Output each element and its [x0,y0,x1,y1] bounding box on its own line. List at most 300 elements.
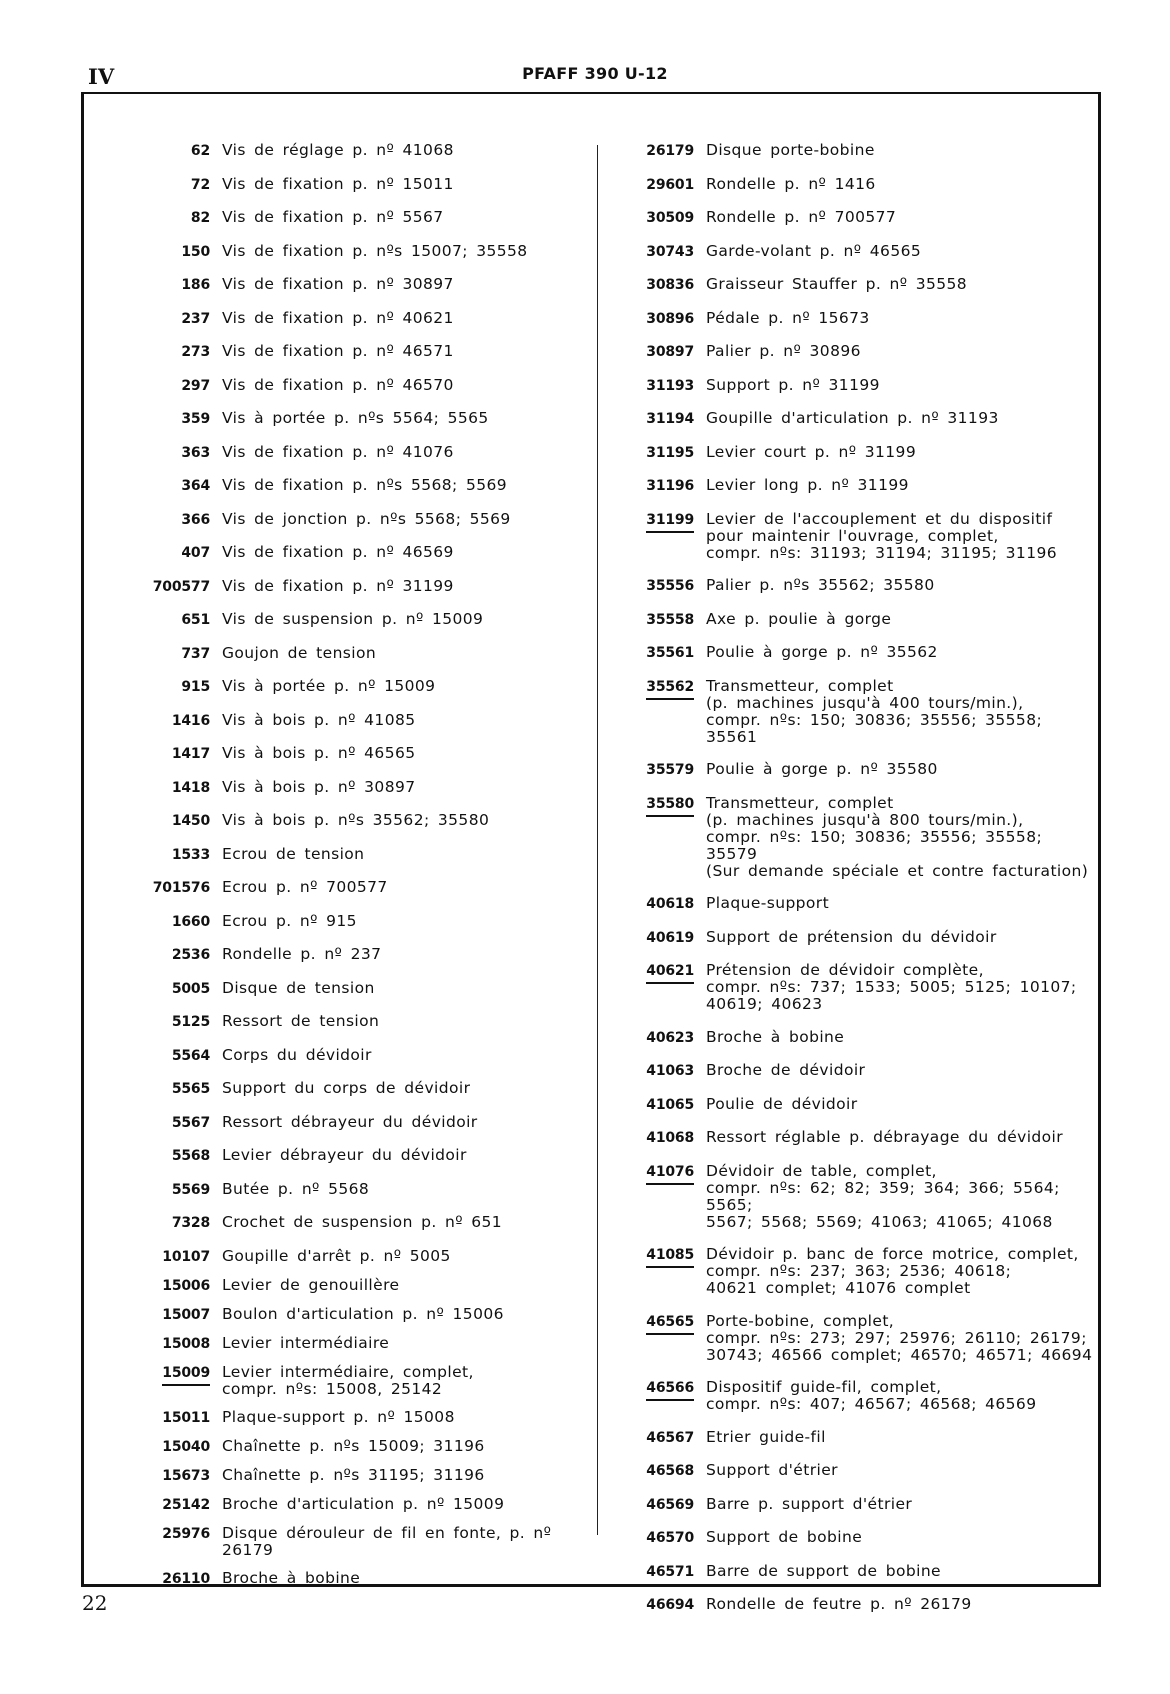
part-description: Plaque-support p. nº 15008 [222,1407,455,1426]
part-number [130,1114,210,1132]
part-number-text: 46568 [646,1463,694,1479]
part-description: Levier intermédiaire [222,1333,390,1352]
part-description: Palier p. nº 30896 [706,342,861,360]
part-number-text: 915 [181,679,210,695]
part-number-text: 7328 [171,1215,210,1231]
parts-entry [624,1246,1094,1297]
parts-entry [130,1496,585,1514]
part-number-text: 46567 [646,1429,694,1446]
part-number [130,544,210,562]
part-number-text: 35561 [646,645,694,661]
part-number-text: 25976 [162,1525,210,1542]
parts-entry [624,577,1094,595]
part-number-text: 1418 [171,779,210,796]
parts-entry [130,1147,585,1165]
part-description: Barre p. support d'étrier [706,1494,913,1513]
part-number-text: 41065 [646,1096,694,1113]
part-number-text: 10107 [162,1248,210,1265]
page-number: 22 [82,1591,108,1615]
part-number [130,645,210,663]
parts-entry [130,1181,585,1199]
parts-entry [624,1596,1094,1614]
part-description: Poulie de dévidoir [706,1094,858,1113]
part-number-text: 5564 [171,1047,210,1064]
part-number [130,745,210,763]
part-number [624,761,694,779]
page-title: PFAFF 390 U-12 [522,64,668,83]
parts-entry [624,1379,1094,1413]
part-number-text: 15006 [162,1277,210,1294]
parts-entry [624,1529,1094,1547]
part-number-text: 5565 [171,1081,210,1097]
parts-entry [624,1029,1094,1047]
part-description: Ressort réglable p. débrayage du dévidoir [706,1128,1064,1146]
part-number-text: 72 [190,176,210,193]
parts-entry [624,410,1094,428]
part-description: Barre de support de bobine [706,1561,941,1580]
parts-entry [130,142,585,160]
part-number-text: 29601 [646,176,694,193]
part-description: Prétension de dévidoir complète, compr. nºs: 737; 1533; 5005; 5125; 10107; 40619; 40623 [706,961,1077,1013]
part-number [624,142,694,160]
part-number-text: 30896 [646,310,694,327]
part-description: Levier débrayeur du dévidoir [222,1146,467,1164]
part-description: Disque dérouleur de fil en fonte, p. nº 26179 [222,1523,552,1559]
parts-entry [130,1364,585,1398]
part-number [130,1013,210,1031]
part-description: Transmetteur, complet (p. machines jusqu'à 400 tours/min.), compr. nºs: 150; 30836; 35556; 35558; 35561 [706,676,1043,746]
part-number [624,962,694,984]
part-number-text: 1450 [171,813,210,829]
part-number-text: 40623 [646,1029,694,1046]
part-number-text: 237 [181,310,210,327]
parts-entry [130,846,585,864]
part-number-text: 366 [181,511,210,528]
part-description: Vis à bois p. nº 46565 [222,744,416,762]
part-number [130,611,210,629]
part-description: Boulon d'articulation p. nº 15006 [222,1304,504,1323]
parts-entry [624,276,1094,294]
part-description: Vis à bois p. nºs 35562; 35580 [222,811,490,829]
part-number [624,1462,694,1480]
part-description: Vis de fixation p. nº 46569 [222,543,454,561]
parts-entry [624,1129,1094,1147]
parts-entry [624,962,1094,1013]
parts-entry [130,1438,585,1456]
part-number-text: 651 [181,612,210,628]
part-number [130,1438,210,1456]
parts-entry [624,176,1094,194]
parts-entry [624,343,1094,361]
parts-entry [130,544,585,562]
part-number [130,1496,210,1514]
part-number [130,1306,210,1324]
part-number-text: 15007 [162,1306,210,1323]
parts-entry [130,645,585,663]
part-number-text: 41076 [646,1164,694,1185]
part-number-text: 35580 [646,796,694,817]
part-number [624,611,694,629]
part-description: Poulie à gorge p. nº 35580 [706,760,938,778]
part-description: Poulie à gorge p. nº 35562 [706,643,938,661]
parts-entry [130,745,585,763]
part-number-text: 62 [190,143,210,159]
part-number [130,1047,210,1065]
part-number [130,243,210,261]
part-number-text: 35579 [646,762,694,778]
part-description: Disque de tension [222,978,375,997]
column-divider [597,145,598,1535]
part-description: Butée p. nº 5568 [222,1179,370,1198]
part-number-text: 40618 [646,896,694,912]
part-description: Support d'étrier [706,1461,838,1479]
part-number [130,310,210,328]
part-description: Vis de fixation p. nº 40621 [222,308,454,327]
part-number-text: 41063 [646,1063,694,1079]
part-number [624,1429,694,1447]
part-number-text: 26110 [162,1570,210,1587]
part-number-text: 5005 [171,980,210,997]
parts-entry [130,1525,585,1559]
part-number [624,1563,694,1581]
part-number-text: 46566 [646,1380,694,1401]
parts-entry [130,511,585,529]
part-description: Rondelle p. nº 1416 [706,174,876,193]
parts-entry [130,1570,585,1588]
part-number-text: 82 [190,210,210,226]
part-description: Vis à portée p. nº 15009 [222,677,436,695]
part-number-text: 1416 [171,712,210,729]
parts-entry [130,1013,585,1031]
part-description: Dévidoir de table, complet, compr. nºs: 62; 82; 359; 364; 366; 5564; 5565; 5567; 5568; 5569; 41063; 41065; 41068 [706,1161,1060,1231]
parts-entry [624,511,1094,562]
part-number [624,243,694,261]
part-number [130,712,210,730]
part-number [130,276,210,294]
part-number [130,1570,210,1588]
part-description: Broche de dévidoir [706,1061,866,1079]
part-number-text: 35558 [646,611,694,628]
part-number-text: 364 [181,478,210,494]
part-description: Etrier guide-fil [706,1427,826,1446]
part-number [624,895,694,913]
parts-entry [130,343,585,361]
part-number-text: 359 [181,411,210,427]
part-number [130,1080,210,1098]
parts-entry [130,712,585,730]
part-number-text: 700577 [152,578,210,595]
parts-entry [130,377,585,395]
part-number [624,1496,694,1514]
part-description: Ressort de tension [222,1012,380,1030]
part-number [130,1277,210,1295]
part-number [130,1335,210,1353]
parts-entry [624,895,1094,913]
parts-entry [130,1047,585,1065]
part-number [130,1181,210,1199]
part-number [130,410,210,428]
parts-entry [624,611,1094,629]
part-number-text: 35562 [646,679,694,700]
part-number-text: 46570 [646,1530,694,1546]
part-number-text: 40621 [646,963,694,984]
part-number [624,477,694,495]
part-number [130,209,210,227]
parts-list-right-column [624,142,1094,1630]
parts-entry [130,1467,585,1485]
part-number [130,1409,210,1427]
parts-entry [624,310,1094,328]
parts-entry [130,1335,585,1353]
parts-entry [624,1163,1094,1231]
parts-entry [624,644,1094,662]
parts-entry [130,1114,585,1132]
part-number-text: 701576 [152,880,210,896]
part-number-text: 15009 [162,1365,210,1386]
part-number [130,444,210,462]
parts-entry [130,779,585,797]
parts-entry [130,444,585,462]
part-description: Goujon de tension [222,643,377,662]
part-number-text: 5569 [171,1181,210,1198]
part-number-text: 15673 [162,1467,210,1484]
part-number [130,1467,210,1485]
parts-entry [130,1277,585,1295]
parts-entry [130,1248,585,1266]
part-description: Vis de réglage p. nº 41068 [222,141,454,159]
part-description: Levier de genouillère [222,1275,400,1294]
part-description: Vis à bois p. nº 41085 [222,710,416,729]
part-description: Ecrou p. nº 700577 [222,878,388,896]
parts-entry [624,1313,1094,1364]
parts-entry [624,444,1094,462]
parts-entry [130,578,585,596]
parts-entry [130,879,585,897]
part-number [130,1214,210,1232]
part-description: Vis de fixation p. nº 46571 [222,342,454,360]
parts-entry [130,209,585,227]
part-number-text: 46571 [646,1563,694,1580]
part-number [130,946,210,964]
part-description: Rondelle p. nº 237 [222,945,382,963]
parts-entry [624,142,1094,160]
part-description: Ecrou de tension [222,844,365,863]
parts-entry [130,243,585,261]
part-number [624,1529,694,1547]
part-description: Axe p. poulie à gorge [706,609,892,628]
part-description: Vis à portée p. nºs 5564; 5565 [222,409,489,427]
part-description: Levier intermédiaire, complet, compr. nºs: 15008, 25142 [222,1362,474,1398]
part-number [624,1163,694,1185]
part-number [624,176,694,194]
part-number [624,1062,694,1080]
part-number-text: 737 [181,645,210,662]
part-number [624,1596,694,1614]
part-number [624,1129,694,1147]
part-number [624,795,694,817]
part-number [130,1248,210,1266]
part-number [624,444,694,462]
parts-entry [130,410,585,428]
parts-entry [624,678,1094,746]
parts-entry [624,795,1094,880]
part-number [624,929,694,947]
part-number-text: 2536 [171,947,210,963]
part-description: Porte-bobine, complet, compr. nºs: 273; 297; 25976; 26110; 26179; 30743; 46566 complet; 46570; 46571; 46694 [706,1311,1093,1364]
section-roman-numeral: IV [88,64,115,89]
part-description: Broche à bobine [706,1027,845,1046]
part-number [130,142,210,160]
parts-entry [624,243,1094,261]
part-number-text: 1660 [171,913,210,930]
part-description: Vis de fixation p. nº 5567 [222,208,444,226]
part-number [624,1246,694,1268]
part-description: Vis de jonction p. nºs 5568; 5569 [222,509,511,528]
part-number-text: 35556 [646,578,694,594]
part-description: Goupille d'articulation p. nº 31193 [706,409,999,427]
part-number-text: 41068 [646,1130,694,1146]
part-number-text: 30509 [646,210,694,226]
part-number-text: 30897 [646,344,694,360]
parts-entry [624,1096,1094,1114]
part-number-text: 31196 [646,478,694,494]
part-description: Broche d'articulation p. nº 15009 [222,1494,505,1513]
part-description: Levier court p. nº 31199 [706,442,917,461]
parts-entry [130,1214,585,1232]
part-description: Support de prétension du dévidoir [706,927,997,946]
part-description: Corps du dévidoir [222,1045,372,1064]
part-description: Vis de fixation p. nº 15011 [222,174,454,193]
part-description: Transmetteur, complet (p. machines jusqu'à 800 tours/min.), compr. nºs: 150; 30836; 35556; 35558; 35579 (Sur demande spéciale et contre facturation) [706,793,1089,880]
part-number-text: 31195 [646,444,694,461]
part-number-text: 15040 [162,1438,210,1455]
part-number-text: 30743 [646,243,694,260]
part-number-text: 5568 [171,1148,210,1164]
part-number [624,644,694,662]
part-description: Vis de fixation p. nº 30897 [222,275,454,293]
parts-entry [624,209,1094,227]
parts-entry [130,812,585,830]
part-number-text: 41085 [646,1247,694,1268]
part-number [130,343,210,361]
part-number [130,846,210,864]
part-number-text: 31193 [646,377,694,394]
part-number [624,511,694,533]
part-number-text: 46565 [646,1314,694,1335]
part-number-text: 25142 [162,1496,210,1513]
part-number [624,377,694,395]
part-number [624,577,694,595]
part-number-text: 15008 [162,1335,210,1352]
part-number [624,276,694,294]
part-number [130,779,210,797]
part-description: Vis de fixation p. nº 31199 [222,576,454,595]
part-description: Goupille d'arrêt p. nº 5005 [222,1246,451,1265]
part-description: Support de bobine [706,1528,863,1546]
part-number-text: 30836 [646,277,694,293]
part-description: Crochet de suspension p. nº 651 [222,1213,503,1231]
part-number-text: 46569 [646,1496,694,1513]
part-description: Palier p. nºs 35562; 35580 [706,576,935,594]
part-number [624,343,694,361]
part-number [130,1364,210,1386]
part-number-text: 31199 [646,512,694,533]
parts-entry [624,1563,1094,1581]
parts-entry [130,946,585,964]
part-number [130,913,210,931]
parts-entry [624,1429,1094,1447]
part-number-text: 46694 [646,1597,694,1613]
part-number-text: 26179 [646,143,694,159]
part-description: Chaînette p. nºs 15009; 31196 [222,1436,485,1455]
part-description: Vis de fixation p. nº 41076 [222,442,454,461]
part-number [130,1525,210,1543]
parts-entry [130,310,585,328]
part-number-text: 5567 [171,1114,210,1131]
part-description: Garde-volant p. nº 46565 [706,241,922,260]
parts-list-left-column [130,142,585,1599]
part-description: Dévidoir p. banc de force motrice, complet, compr. nºs: 237; 363; 2536; 40618; 40621 complet; 41076 complet [706,1245,1079,1297]
part-description: Broche à bobine [222,1568,361,1587]
part-description: Dispositif guide-fil, complet, compr. nºs: 407; 46567; 46568; 46569 [706,1378,1037,1413]
part-description: Chaînette p. nºs 31195; 31196 [222,1465,485,1484]
parts-entry [130,477,585,495]
part-description: Graisseur Stauffer p. nº 35558 [706,275,968,293]
part-number-text: 273 [181,344,210,360]
parts-entry [624,1062,1094,1080]
part-description: Support du corps de dévidoir [222,1079,471,1097]
part-description: Vis de fixation p. nº 46570 [222,375,454,394]
parts-entry [130,913,585,931]
part-number [130,511,210,529]
part-number [624,310,694,328]
part-number-text: 5125 [171,1014,210,1030]
part-description: Pédale p. nº 15673 [706,308,870,327]
part-number [624,678,694,700]
parts-entry [624,1462,1094,1480]
parts-entry [624,761,1094,779]
parts-entry [624,477,1094,495]
parts-entry [130,980,585,998]
part-number [130,879,210,897]
part-number [130,1147,210,1165]
part-description: Rondelle de feutre p. nº 26179 [706,1595,972,1613]
part-number-text: 15011 [162,1409,210,1426]
part-number-text: 297 [181,377,210,394]
part-description: Levier de l'accouplement et du dispositif pour maintenir l'ouvrage, complet, compr. nºs: 31193; 31194; 31195; 31196 [706,509,1057,562]
part-number-text: 407 [181,545,210,561]
part-number [130,812,210,830]
part-number [130,377,210,395]
part-number [624,1029,694,1047]
parts-entry [130,611,585,629]
parts-entry [130,1080,585,1098]
parts-entry [624,1496,1094,1514]
part-description: Ressort débrayeur du dévidoir [222,1112,478,1131]
part-number [130,678,210,696]
part-number [624,1313,694,1335]
part-description: Ecrou p. nº 915 [222,911,357,930]
parts-entry [130,276,585,294]
parts-entry [130,678,585,696]
part-description: Vis de fixation p. nºs 15007; 35558 [222,241,528,260]
parts-entry [624,377,1094,395]
part-number [130,176,210,194]
part-description: Rondelle p. nº 700577 [706,208,897,226]
part-number [624,410,694,428]
part-description: Support p. nº 31199 [706,375,880,394]
part-number-text: 186 [181,277,210,293]
